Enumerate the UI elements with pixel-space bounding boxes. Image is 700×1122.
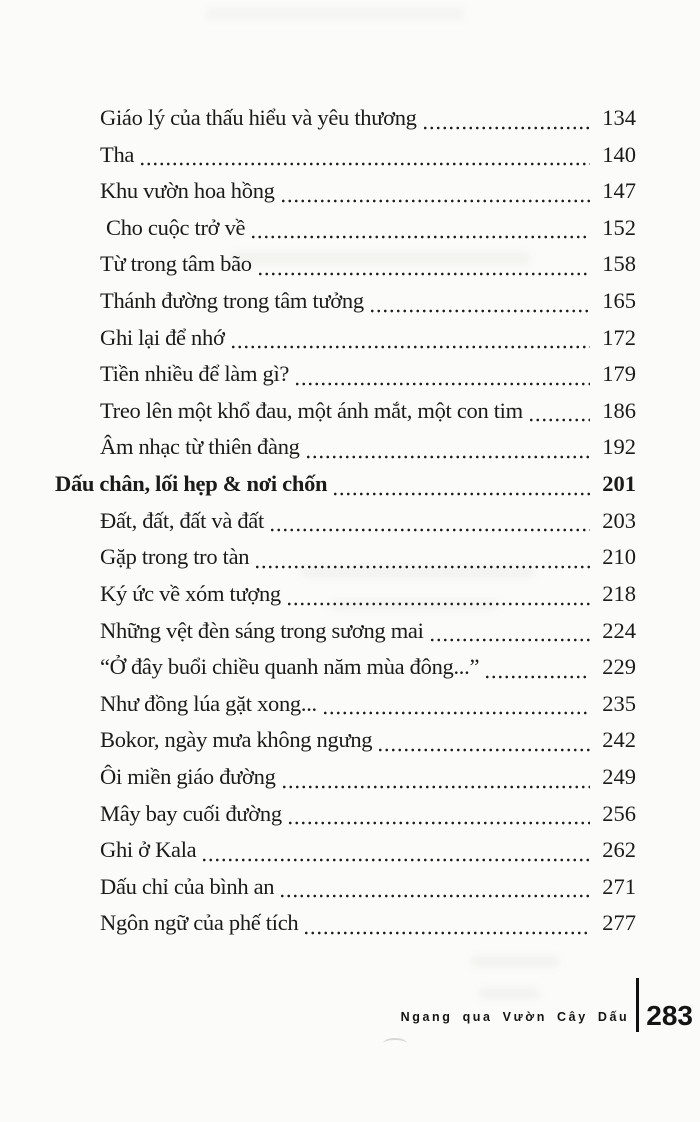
toc-entry-page: 262 [602,837,636,863]
toc-entry-title: Mây bay cuối đường [100,800,282,826]
toc-entry-title: Gặp trong tro tàn [100,544,250,570]
footer-page-number: 283 [646,1000,693,1032]
toc-entry [55,173,636,210]
toc-entry-page: 201 [602,471,636,497]
toc-entry-title: Giáo lý của thấu hiểu và yêu thương [100,105,417,130]
toc-entry-page: 192 [602,434,636,460]
dot-leader [267,503,590,540]
toc-entry-title: Ký ức về xóm tượng [100,580,281,606]
toc-entry [55,869,636,906]
toc-entry [55,796,636,833]
toc-entry-page: 271 [602,873,636,899]
toc-entry [55,905,636,942]
dot-leader [255,246,590,283]
dot-leader [427,613,590,650]
dot-leader [199,832,590,869]
toc-entry-title: Thánh đường trong tâm tưởng [100,288,364,314]
toc-entry [55,210,636,247]
dot-leader [301,905,590,942]
dot-leader [367,283,590,320]
toc-entry-page: 256 [602,800,636,826]
dot-leader [420,100,590,137]
bleed-through-artifact [205,8,465,20]
toc-entry-page: 165 [602,288,636,314]
toc-entry [55,393,636,430]
dot-leader [284,576,590,613]
toc-entry [55,246,636,283]
bleed-through-artifact [470,956,560,967]
toc-entry [55,722,636,759]
dot-leader [303,429,590,466]
toc-entry-page: 242 [602,727,636,753]
toc-entry [55,320,636,357]
dot-leader [248,210,590,247]
scan-crease-mark [383,1038,407,1049]
toc-entry-title: Những vệt đèn sáng trong sương mai [100,617,424,643]
toc-entry-page: 172 [602,324,636,350]
toc-entry-page: 235 [602,690,636,716]
page-footer [401,978,693,1032]
toc-entry-page: 140 [602,141,636,167]
toc-entry [55,356,636,393]
toc-entry [55,429,636,466]
toc-entry-page: 158 [602,251,636,277]
toc-entry [55,613,636,650]
toc-entry-page: 249 [602,763,636,789]
footer-divider-bar [636,978,639,1032]
toc-entry-page: 147 [602,178,636,204]
toc-entry-page: 218 [602,580,636,606]
toc-entry-title: Dấu chân, lối hẹp & nơi chốn [55,471,328,497]
dot-leader [277,869,590,906]
toc-entry-title: Âm nhạc từ thiên đàng [100,434,300,460]
toc-entry-title: Khu vườn hoa hồng [100,178,275,204]
toc-entry [55,832,636,869]
dot-leader [278,173,590,210]
toc-entry-title: Tha [100,141,135,167]
toc-entry [55,466,636,503]
dot-leader [252,539,590,576]
toc-entry-page: 134 [602,105,636,130]
toc-entry [55,100,636,137]
dot-leader [137,137,590,174]
toc-entry-page: 179 [602,361,636,387]
toc-entry [55,503,636,540]
toc-entry-title: Từ trong tâm bão [100,251,252,277]
toc-entry-page: 186 [602,397,636,423]
toc-entry-title: Tiền nhiều để làm gì? [100,361,290,387]
dot-leader [320,686,590,723]
dot-leader [482,649,590,686]
toc-entry-title: Đất, đất, đất và đất [100,507,264,533]
toc-entry [55,283,636,320]
dot-leader [375,722,590,759]
toc-entry-page: 203 [602,507,636,533]
table-of-contents [55,100,636,942]
dot-leader [330,466,590,503]
toc-entry-title: Như đồng lúa gặt xong... [100,690,317,716]
dot-leader [228,320,590,357]
footer-book-title: Ngang qua Vườn Cây Dấu [400,1010,630,1024]
toc-entry-title: Ghi ở Kala [100,837,197,863]
toc-entry [55,649,636,686]
toc-entry-page: 210 [602,544,636,570]
dot-leader [285,796,590,833]
toc-entry-page: 152 [602,214,636,240]
toc-entry-title: Ôi miền giáo đường [100,763,276,789]
toc-entry-title: Cho cuộc trở về [106,214,246,240]
toc-entry-page: 224 [602,617,636,643]
toc-entry [55,759,636,796]
dot-leader [292,356,590,393]
toc-entry-title: Ngôn ngữ của phế tích [100,910,299,936]
dot-leader [279,759,590,796]
toc-entry-title: “Ở đây buổi chiều quanh năm mùa đông...” [100,654,480,680]
toc-entry-title: Dấu chỉ của bình an [100,873,275,899]
toc-entry-title: Treo lên một khổ đau, một ánh mắt, một con tim [100,397,523,423]
toc-entry [55,686,636,723]
toc-entry-page: 229 [602,654,636,680]
toc-entry-page: 277 [602,910,636,936]
toc-entry [55,576,636,613]
toc-entry-title: Bokor, ngày mưa không ngưng [100,727,373,753]
toc-entry-title: Ghi lại để nhớ [100,324,225,350]
dot-leader [526,393,590,430]
toc-entry [55,539,636,576]
toc-entry [55,137,636,174]
